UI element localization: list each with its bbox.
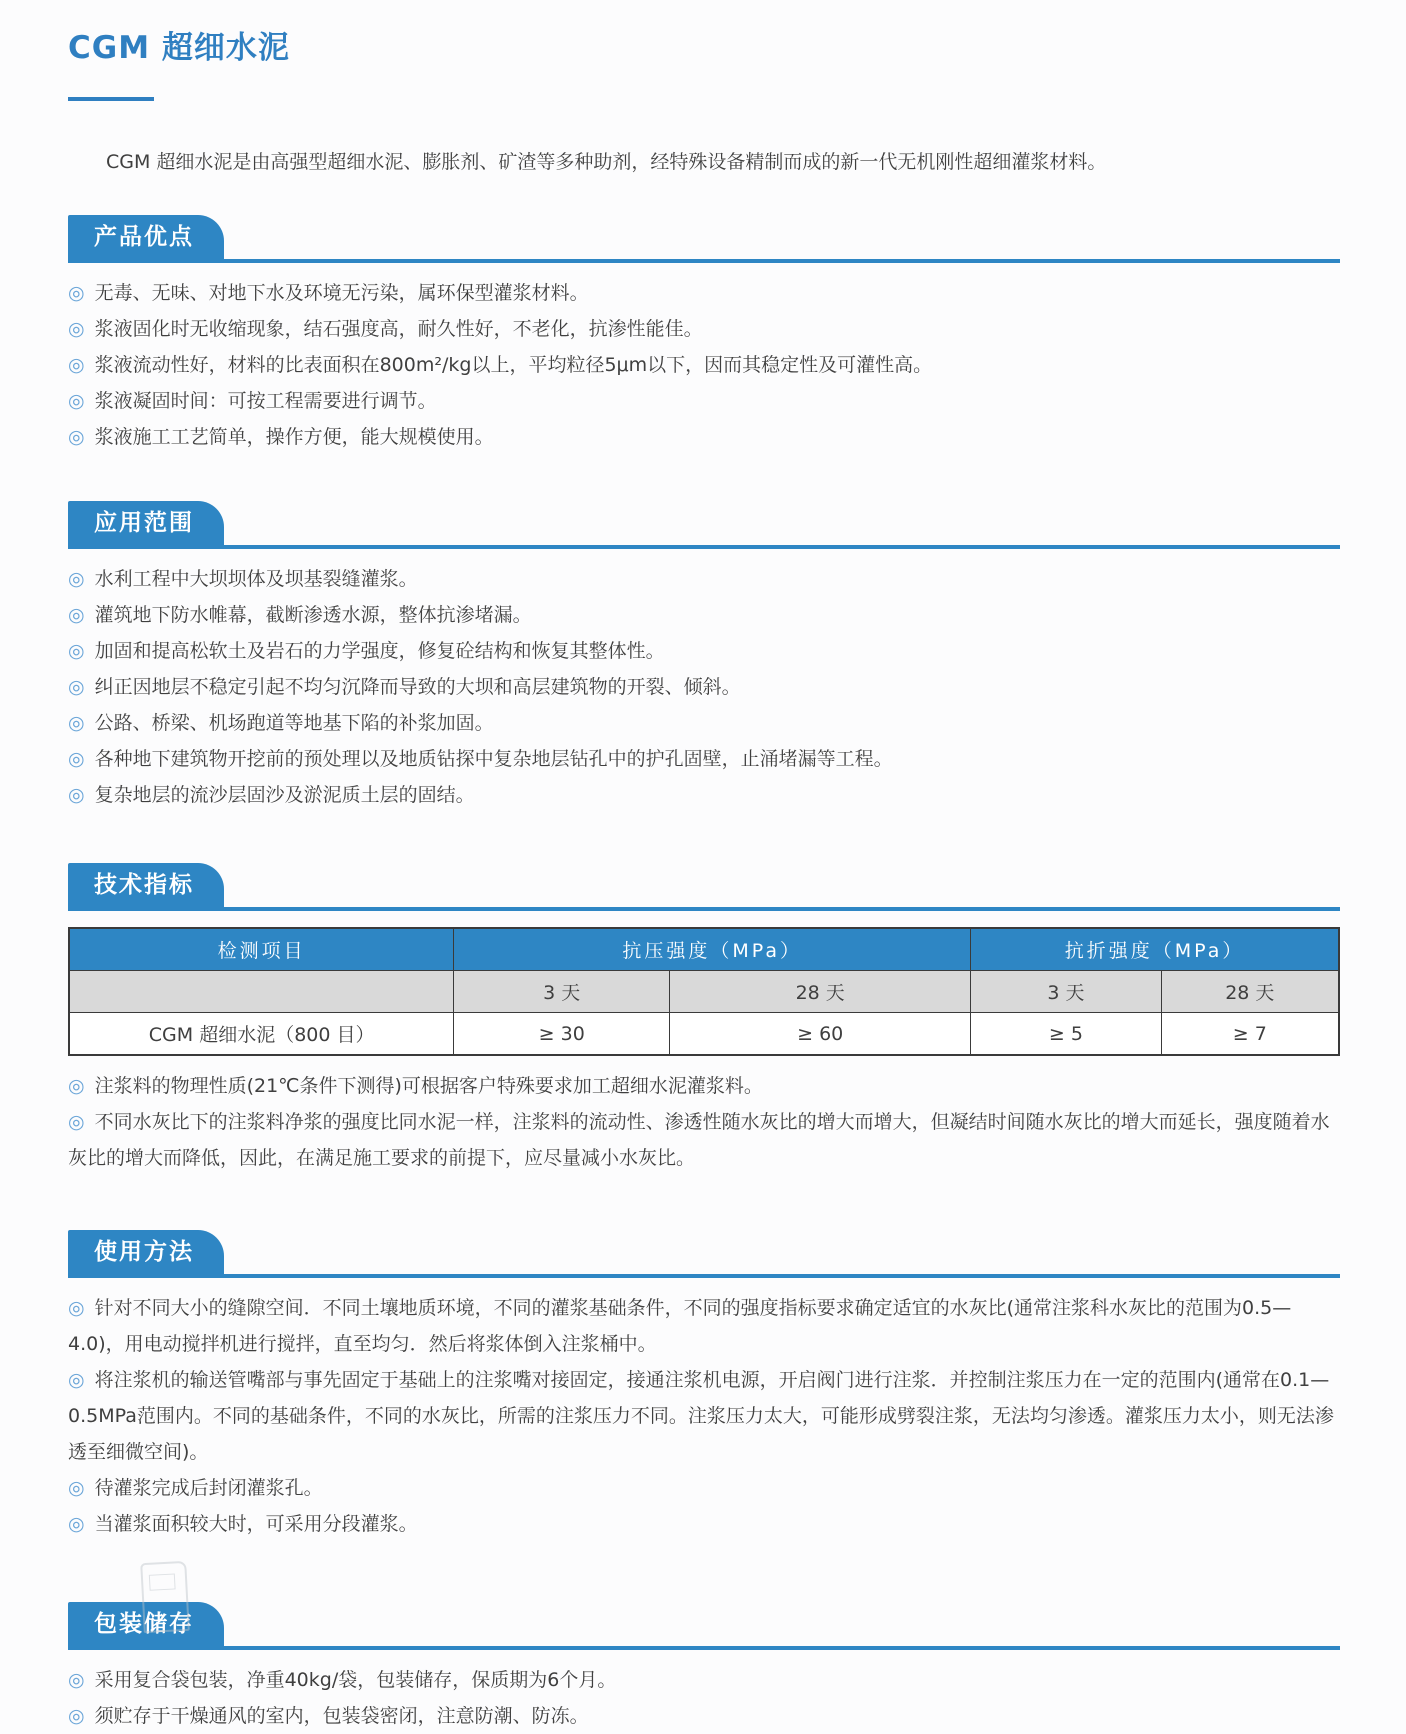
section-header-applications: [68, 501, 1340, 549]
table-cell-value: ≥ 5: [971, 1013, 1162, 1056]
bullseye-icon: ◎: [68, 1513, 85, 1535]
table-header-compressive: 抗压强度（MPa）: [454, 928, 971, 971]
list-item: [68, 1104, 1340, 1176]
list-item: [68, 669, 1340, 705]
list-item: [68, 383, 1340, 419]
page-title: CGM 超细水泥: [68, 30, 290, 66]
list-item: [68, 597, 1340, 633]
list-item: [68, 1290, 1340, 1362]
list-item: [68, 1506, 1340, 1542]
bullet-text: 浆液固化时无收缩现象，结石强度高，耐久性好，不老化，抗渗性能佳。: [94, 318, 703, 340]
bullseye-icon: ◎: [68, 390, 85, 412]
list-item: [68, 1698, 1340, 1734]
bullet-text: 浆液凝固时间：可按工程需要进行调节。: [94, 390, 437, 412]
section-header-storage: [68, 1602, 1340, 1650]
bullet-text: 浆液施工工艺简单，操作方便，能大规模使用。: [94, 426, 494, 448]
title-underline: [68, 97, 154, 101]
cement-bag-watermark-image: [140, 1561, 190, 1633]
bullet-text: 纠正因地层不稳定引起不均匀沉降而导致的大坝和高层建筑物的开裂、倾斜。: [94, 676, 741, 698]
bullseye-icon: ◎: [68, 748, 85, 770]
bullet-text: 注浆料的物理性质(21℃条件下测得)可根据客户特殊要求加工超细水泥灌浆料。: [94, 1075, 763, 1097]
list-item: [68, 419, 1340, 455]
section-tab-usage: 使用方法: [68, 1230, 224, 1274]
bullseye-icon: ◎: [68, 1669, 85, 1691]
table-subheader-cell: 28 天: [670, 971, 971, 1013]
bullet-text: 将注浆机的输送管嘴部与事先固定于基础上的注浆嘴对接固定，接通注浆机电源，开启阀门进行注浆．并控制注浆压力在一定的范围内(通常在0.1—0.5MPa范围内。不同的基础条件，不同的水灰比，所需的注浆压力不同。注浆压力太大，可能形成劈裂注浆，无法均匀渗透。灌浆压力太小，则无法渗透至细微空间)。: [68, 1369, 1334, 1463]
bullet-text: 加固和提高松软土及岩石的力学强度，修复砼结构和恢复其整体性。: [94, 640, 665, 662]
bullseye-icon: ◎: [68, 1075, 85, 1097]
section-header-usage: [68, 1230, 1340, 1278]
bullet-text: 各种地下建筑物开挖前的预处理以及地质钻探中复杂地层钻孔中的护孔固壁，止涌堵漏等工程。: [94, 748, 893, 770]
table-cell-value: ≥ 60: [670, 1013, 971, 1056]
list-item: [68, 705, 1340, 741]
bullseye-icon: ◎: [68, 354, 85, 376]
table-subheader-cell: 28 天: [1161, 971, 1339, 1013]
bullet-text: 当灌浆面积较大时，可采用分段灌浆。: [94, 1513, 418, 1535]
bullet-text: 浆液流动性好，材料的比表面积在800m²/kg以上，平均粒径5μm以下，因而其稳定性及可灌性高。: [94, 354, 933, 376]
bullet-text: 水利工程中大坝坝体及坝基裂缝灌浆。: [94, 568, 418, 590]
bullseye-icon: ◎: [68, 1369, 85, 1391]
bullseye-icon: ◎: [68, 1297, 85, 1319]
table-cell-product: CGM 超细水泥（800 目）: [69, 1013, 454, 1056]
bullet-text: 公路、桥梁、机场跑道等地基下陷的补浆加固。: [94, 712, 494, 734]
bullet-text: 采用复合袋包装，净重40kg/袋，包装储存，保质期为6个月。: [94, 1669, 617, 1691]
table-subheader-cell: 3 天: [971, 971, 1162, 1013]
section-header-specs: [68, 863, 1340, 911]
storage-list: [68, 1662, 1340, 1734]
table-header-flexural: 抗折强度（MPa）: [971, 928, 1339, 971]
list-item: [68, 633, 1340, 669]
bullseye-icon: ◎: [68, 676, 85, 698]
bullet-text: 无毒、无味、对地下水及环境无污染，属环保型灌浆材料。: [94, 282, 589, 304]
bullseye-icon: ◎: [68, 712, 85, 734]
section-tab-storage: 包装储存: [68, 1602, 224, 1646]
section-header-advantages: [68, 215, 1340, 263]
table-cell-value: ≥ 30: [454, 1013, 670, 1056]
bullet-text: 须贮存于干燥通风的室内，包装袋密闭，注意防潮、防冻。: [94, 1705, 589, 1727]
applications-list: [68, 561, 1340, 813]
list-item: [68, 311, 1340, 347]
bullseye-icon: ◎: [68, 318, 85, 340]
bullseye-icon: ◎: [68, 1705, 85, 1727]
table-subheader-cell: 3 天: [454, 971, 670, 1013]
bullseye-icon: ◎: [68, 568, 85, 590]
advantages-list: [68, 275, 1340, 455]
intro-paragraph: CGM 超细水泥是由高强型超细水泥、膨胀剂、矿渣等多种助剂，经特殊设备精制而成的新一代无机刚性超细灌浆材料。: [106, 151, 1107, 173]
table-cell-value: ≥ 7: [1161, 1013, 1339, 1056]
bullet-text: 灌筑地下防水帷幕，截断渗透水源，整体抗渗堵漏。: [94, 604, 532, 626]
section-tab-applications: 应用范围: [68, 501, 224, 545]
bullseye-icon: ◎: [68, 784, 85, 806]
specs-table: [68, 927, 1340, 1056]
list-item: [68, 777, 1340, 813]
bullet-text: 不同水灰比下的注浆料净浆的强度比同水泥一样，注浆料的流动性、渗透性随水灰比的增大而增大，但凝结时间随水灰比的增大而延长，强度随着水灰比的增大而降低，因此，在满足施工要求的前提下，应尽量减小水灰比。: [68, 1111, 1330, 1169]
list-item: [68, 561, 1340, 597]
list-item: [68, 275, 1340, 311]
list-item: [68, 1662, 1340, 1698]
specs-notes-list: [68, 1068, 1340, 1176]
list-item: [68, 1362, 1340, 1470]
table-subheader-empty: [69, 971, 454, 1013]
bullseye-icon: ◎: [68, 1477, 85, 1499]
cement-bag-fold-line: [149, 1573, 176, 1590]
table-row: [69, 1013, 1339, 1056]
list-item: [68, 1470, 1340, 1506]
bullet-text: 待灌浆完成后封闭灌浆孔。: [94, 1477, 323, 1499]
table-subheader-row: [69, 971, 1339, 1013]
table-header-item: 检测项目: [69, 928, 454, 971]
list-item: [68, 347, 1340, 383]
table-header-row: [69, 928, 1339, 971]
section-tab-advantages: 产品优点: [68, 215, 224, 259]
bullseye-icon: ◎: [68, 426, 85, 448]
bullseye-icon: ◎: [68, 604, 85, 626]
section-tab-specs: 技术指标: [68, 863, 224, 907]
bullet-text: 复杂地层的流沙层固沙及淤泥质土层的固结。: [94, 784, 475, 806]
list-item: [68, 1068, 1340, 1104]
list-item: [68, 741, 1340, 777]
bullseye-icon: ◎: [68, 1111, 85, 1133]
usage-list: [68, 1290, 1340, 1542]
bullseye-icon: ◎: [68, 282, 85, 304]
bullseye-icon: ◎: [68, 640, 85, 662]
bullet-text: 针对不同大小的缝隙空间．不同土壤地质环境，不同的灌浆基础条件，不同的强度指标要求确定适宜的水灰比(通常注浆科水灰比的范围为0.5—4.0)，用电动搅拌机进行搅拌，直至均匀．然后将浆体倒入注浆桶中。: [68, 1297, 1292, 1355]
